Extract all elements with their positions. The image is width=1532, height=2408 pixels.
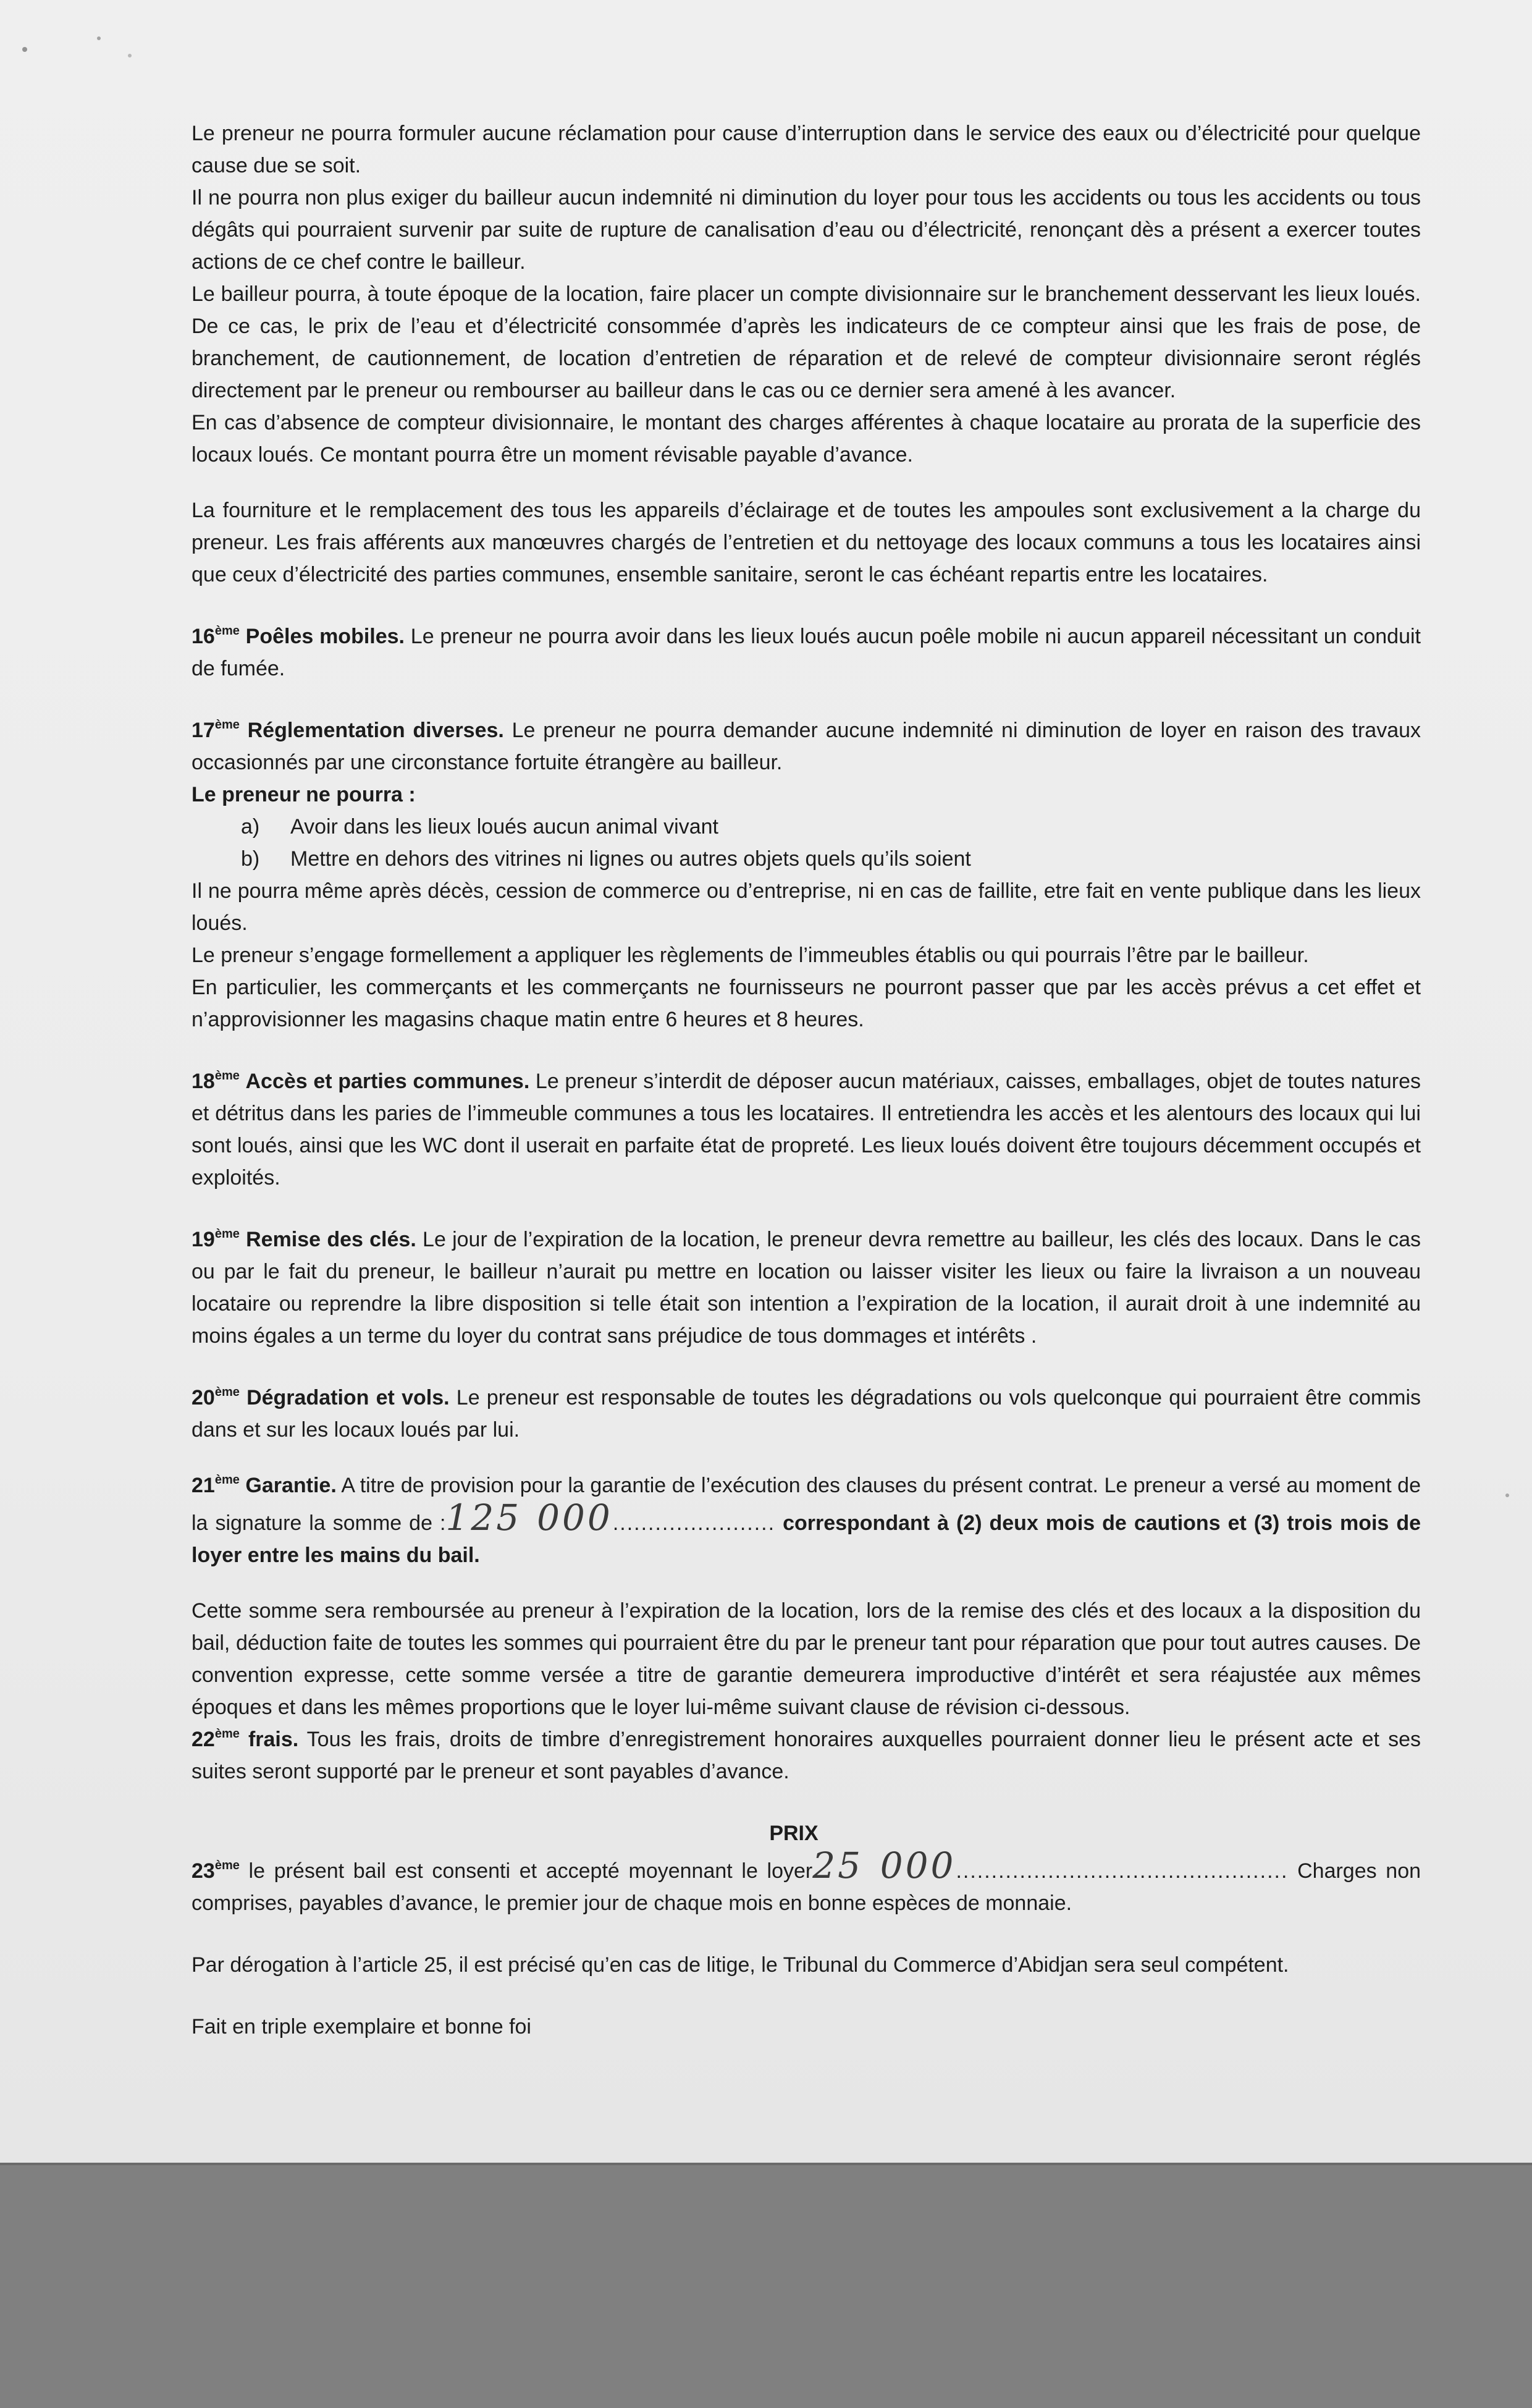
article-text: Le preneur s’interdit de déposer aucun matériaux, caisses, emballages, objet de toutes natures et détritus dans les paries de l’immeuble communes a tous les locataires. Il entretiendra les accès et les alentours des locaux qui lui sont loués, ainsi que les WC dont il userait en parfaite état de propreté. Les lieux loués doivent être toujours décemment occupés et exploités. bbox=[192, 1070, 1421, 1189]
list-marker: b) bbox=[241, 847, 260, 871]
list-item-text: Avoir dans les lieux loués aucun animal vivant bbox=[290, 815, 718, 839]
article-text: le présent bail est consenti et accepté moyennant le loyer bbox=[248, 1859, 813, 1883]
list-item bbox=[241, 843, 1421, 875]
article-suffix: ème bbox=[214, 1473, 240, 1487]
article-text: Le jour de l’expiration de la location, le preneur devra remettre au bailleur, les clés des locaux. Dans le cas ou par le fait du preneur, le bailleur n’aurait pu mettre en location ou laisser visiter les lieux ou faire la livraison a un nouveau locataire ou reprendre la libre disposition si telle était son intention a l’expiration de la location, il aurait droit à une indemnité au moins égales a un terme du loyer du contrat sans préjudice de tous dommages et intérêts . bbox=[192, 1228, 1421, 1348]
paragraph: Le bailleur pourra, à toute époque de la location, faire placer un compte divisionnaire sur le branchement desservant les lieux loués. De ce cas, le prix de l’eau et d’électricité consommée d’après les indicateurs de ce compteur ainsi que les frais de pose, de branchement, de cautionnement, de location d’entretien de réparation et de relevé de compteur divisionnaire seront réglés directement par le preneur ou rembourser au bailleur dans le cas ou ce dernier sera amené à les avancer. bbox=[192, 282, 1421, 402]
article-number: 16 bbox=[192, 625, 215, 648]
article-title: Dégradation et vols. bbox=[246, 1386, 450, 1409]
closing-line: Fait en triple exemplaire et bonne foi bbox=[192, 2015, 531, 2038]
article-title: Accès et parties communes. bbox=[245, 1070, 530, 1093]
list-marker: a) bbox=[241, 815, 260, 839]
scan-speck bbox=[1505, 1493, 1509, 1497]
article-number: 23 bbox=[192, 1859, 215, 1883]
handwritten-deposit-amount: 125 000 bbox=[445, 1497, 613, 1539]
article-text: Le preneur ne pourra demander aucune indemnité ni diminution de loyer en raison des travaux occasionnés par une circonstance fortuite étrangère au bailleur. bbox=[192, 719, 1421, 774]
article-title: Remise des clés. bbox=[246, 1228, 416, 1251]
article-suffix: ème bbox=[214, 718, 240, 732]
paragraph: Il ne pourra non plus exiger du bailleur aucun indemnité ni diminution du loyer pour tous les accidents ou tous les accidents ou tous dégâts qui pourraient survenir par suite de rupture de canalisation d’eau ou d’électricité, renonçant dès a présent a exercer toutes actions de ce chef contre le bailleur. bbox=[192, 186, 1421, 274]
fill-dots: ............................................... bbox=[956, 1859, 1289, 1883]
article-number: 18 bbox=[192, 1070, 215, 1093]
article-text-tail: Charges non comprises, payables d’avance, le premier jour de chaque mois en bonne espèces de monnaie. bbox=[192, 1859, 1421, 1915]
article-suffix: ème bbox=[214, 1385, 240, 1399]
article-20 bbox=[192, 1382, 1421, 1446]
article-number: 19 bbox=[192, 1228, 215, 1251]
article-suffix: ème bbox=[214, 1859, 240, 1872]
article-19 bbox=[192, 1223, 1421, 1352]
prohibition-list bbox=[192, 811, 1421, 875]
paragraph: Le preneur ne pourra formuler aucune réclamation pour cause d’interruption dans le service des eaux ou d’électricité pour quelque cause due se soit. bbox=[192, 122, 1421, 177]
article-text: A titre de provision pour la garantie de l’exécution des clauses du présent contrat. Le preneur a versé au moment de la signature la somme de : bbox=[192, 1474, 1421, 1535]
article-text: Tous les frais, droits de timbre d’enregistrement honoraires auxquelles pourraient donner lieu le présent acte et ses suites seront supporté par le preneur et sont payables d’avance. bbox=[192, 1728, 1421, 1783]
paragraph: La fourniture et le remplacement des tous les appareils d’éclairage et de toutes les ampoules sont exclusivement a la charge du preneur. Les frais afférents aux manœuvres chargés de l’entretien et du nettoyage des locaux communs a tous les locataires ainsi que ceux d’électricité des parties communes, ensemble sanitaire, seront le cas échéant repartis entre les locataires. bbox=[192, 499, 1421, 586]
paragraph: En cas d’absence de compteur divisionnaire, le montant des charges afférentes à chaque locataire au prorata de la superficie des locaux loués. Ce montant pourra être un moment révisable payable d’avance. bbox=[192, 411, 1421, 467]
article-suffix: ème bbox=[214, 1069, 240, 1083]
article-18 bbox=[192, 1065, 1421, 1194]
article-title: frais. bbox=[248, 1728, 299, 1751]
paragraph: Il ne pourra même après décès, cession de commerce ou d’entreprise, ni en cas de faillite, etre fait en vente publique dans les lieux loués. bbox=[192, 879, 1421, 935]
article-title: Garantie. bbox=[245, 1474, 337, 1497]
article-bold-text: correspondant à (2) deux mois de cautions et (3) trois mois de loyer entre les mains du bail. bbox=[192, 1511, 1421, 1567]
article-16 bbox=[192, 620, 1421, 685]
article-number: 21 bbox=[192, 1474, 215, 1497]
scan-speck bbox=[128, 54, 132, 57]
article-23 bbox=[192, 1844, 1421, 1919]
lease-document-body bbox=[192, 117, 1421, 2043]
article-17 bbox=[192, 714, 1421, 779]
derogation-clause: Par dérogation à l’article 25, il est précisé qu’en cas de litige, le Tribunal du Commerce d’Abidjan sera seul compétent. bbox=[192, 1953, 1289, 1977]
handwritten-rent-amount: 25 000 bbox=[812, 1844, 956, 1886]
scan-speck bbox=[97, 36, 101, 40]
article-subheading: Le preneur ne pourra : bbox=[192, 783, 416, 806]
article-suffix: ème bbox=[214, 1227, 240, 1241]
article-title: Réglementation diverses. bbox=[247, 719, 504, 742]
list-item-text: Mettre en dehors des vitrines ni lignes ou autres objets quels qu’ils soient bbox=[290, 847, 971, 871]
fill-dots: ....................... bbox=[612, 1511, 776, 1535]
paragraph: Le preneur s’engage formellement a appliquer les règlements de l’immeubles établis ou qui pourrais l’être par le bailleur. bbox=[192, 944, 1309, 967]
article-22 bbox=[192, 1723, 1421, 1788]
article-text: Le preneur ne pourra avoir dans les lieux loués aucun poêle mobile ni aucun appareil nécessitant un conduit de fumée. bbox=[192, 625, 1421, 680]
article-text: Le preneur est responsable de toutes les dégradations ou vols quelconque qui pourraient être commis dans et sur les locaux loués par lui. bbox=[192, 1386, 1421, 1442]
article-suffix: ème bbox=[214, 1727, 240, 1741]
scan-speck bbox=[22, 47, 27, 52]
article-suffix: ème bbox=[214, 624, 240, 638]
paragraph: En particulier, les commerçants et les commerçants ne fournisseurs ne pourront passer que par les accès prévus a cet effet et n’approvisionner les magasins chaque matin entre 6 heures et 8 heures. bbox=[192, 976, 1421, 1031]
prix-heading: PRIX bbox=[769, 1822, 819, 1845]
article-number: 22 bbox=[192, 1728, 215, 1751]
list-item bbox=[241, 811, 1421, 843]
article-number: 17 bbox=[192, 719, 215, 742]
article-title: Poêles mobiles. bbox=[245, 625, 405, 648]
article-number: 20 bbox=[192, 1386, 215, 1409]
article-21 bbox=[192, 1469, 1421, 1571]
paragraph: Cette somme sera remboursée au preneur à l’expiration de la location, lors de la remise des clés et des locaux a la disposition du bail, déduction faite de toutes les sommes qui pourraient être du par le preneur tant pour réparation que pour tout autres causes. De convention expresse, cette somme versée a titre de garantie demeurera improductive d’intérêt et sera réajustée aux mêmes époques et dans les mêmes proportions que le loyer lui-même suivant clause de révision ci-dessous. bbox=[192, 1599, 1421, 1719]
